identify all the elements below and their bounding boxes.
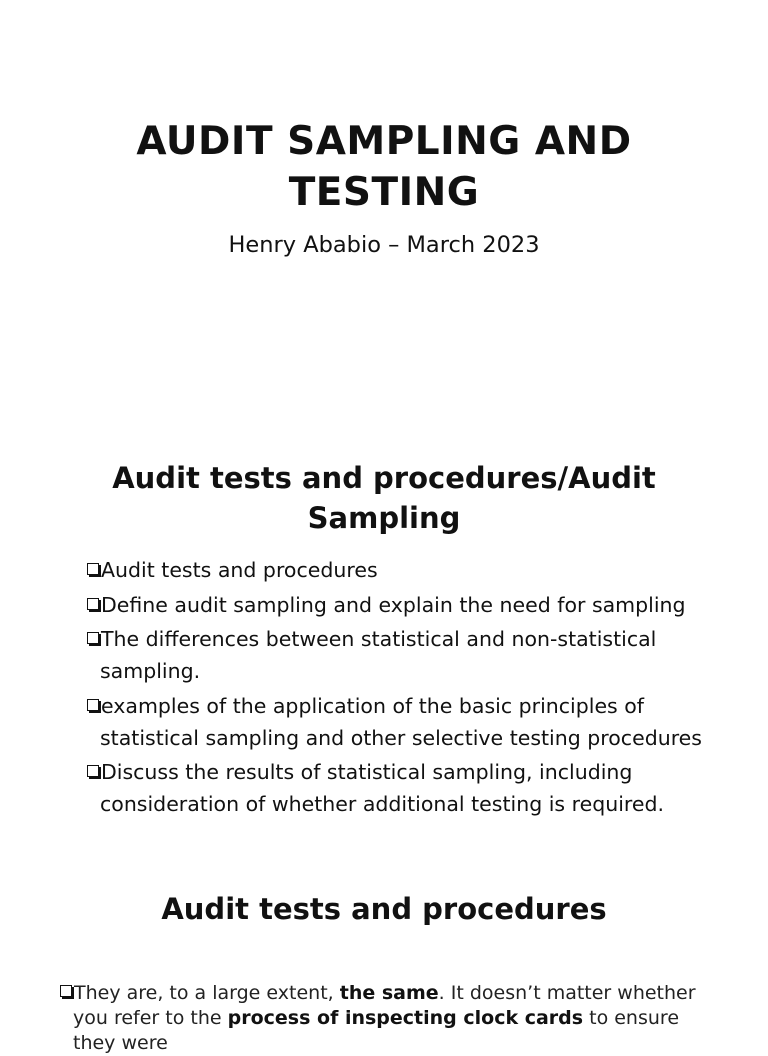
bullet-item [87, 756, 747, 820]
para-bold-2: process of inspecting clock cards [227, 1007, 584, 1029]
slide1-title-line2: TESTING [288, 170, 480, 215]
para-text-1: They are, to a large extent, [74, 982, 340, 1004]
bullet-item [87, 690, 747, 754]
bullet-text: Define audit sampling and explain the need for sampling [101, 592, 686, 617]
checkbox-square-icon [87, 699, 99, 711]
bullet-item [87, 554, 747, 586]
bullet-item [87, 589, 747, 621]
slide1-title-line1: AUDIT SAMPLING AND [136, 119, 632, 164]
checkbox-square-icon [60, 985, 72, 997]
slide3-paragraph [60, 981, 713, 1056]
slide2-title-line1: Audit tests and procedures/Audit [112, 461, 656, 495]
checkbox-square-icon [87, 563, 99, 575]
slide3-title: Audit tests and procedures [161, 892, 607, 926]
slide1-title [0, 116, 768, 218]
slide2-title-line2: Sampling [307, 501, 461, 535]
slide2-bullet-list [87, 554, 747, 823]
bullet-item [87, 623, 747, 687]
checkbox-square-icon [87, 765, 99, 777]
bullet-text: examples of the application of the basic principles of statistical sampling and other selective testing procedures [100, 693, 702, 750]
bullet-text: Discuss the results of statistical sampling, including consideration of whether additional testing is required. [100, 760, 665, 816]
para-bold-1: the same [339, 982, 439, 1004]
para-text-2: . It doesn’t matter whether you refer to the [73, 982, 696, 1029]
para-text-3: to ensure they were [73, 1007, 680, 1054]
slide2-title [0, 458, 768, 538]
bullet-text: Audit tests and procedures [101, 558, 378, 582]
bullet-text: The differences between statistical and non-statistical sampling. [100, 627, 657, 683]
checkbox-square-icon [87, 598, 99, 610]
slide1-subtitle: Henry Ababio – March 2023 [228, 232, 540, 258]
checkbox-square-icon [87, 632, 99, 644]
